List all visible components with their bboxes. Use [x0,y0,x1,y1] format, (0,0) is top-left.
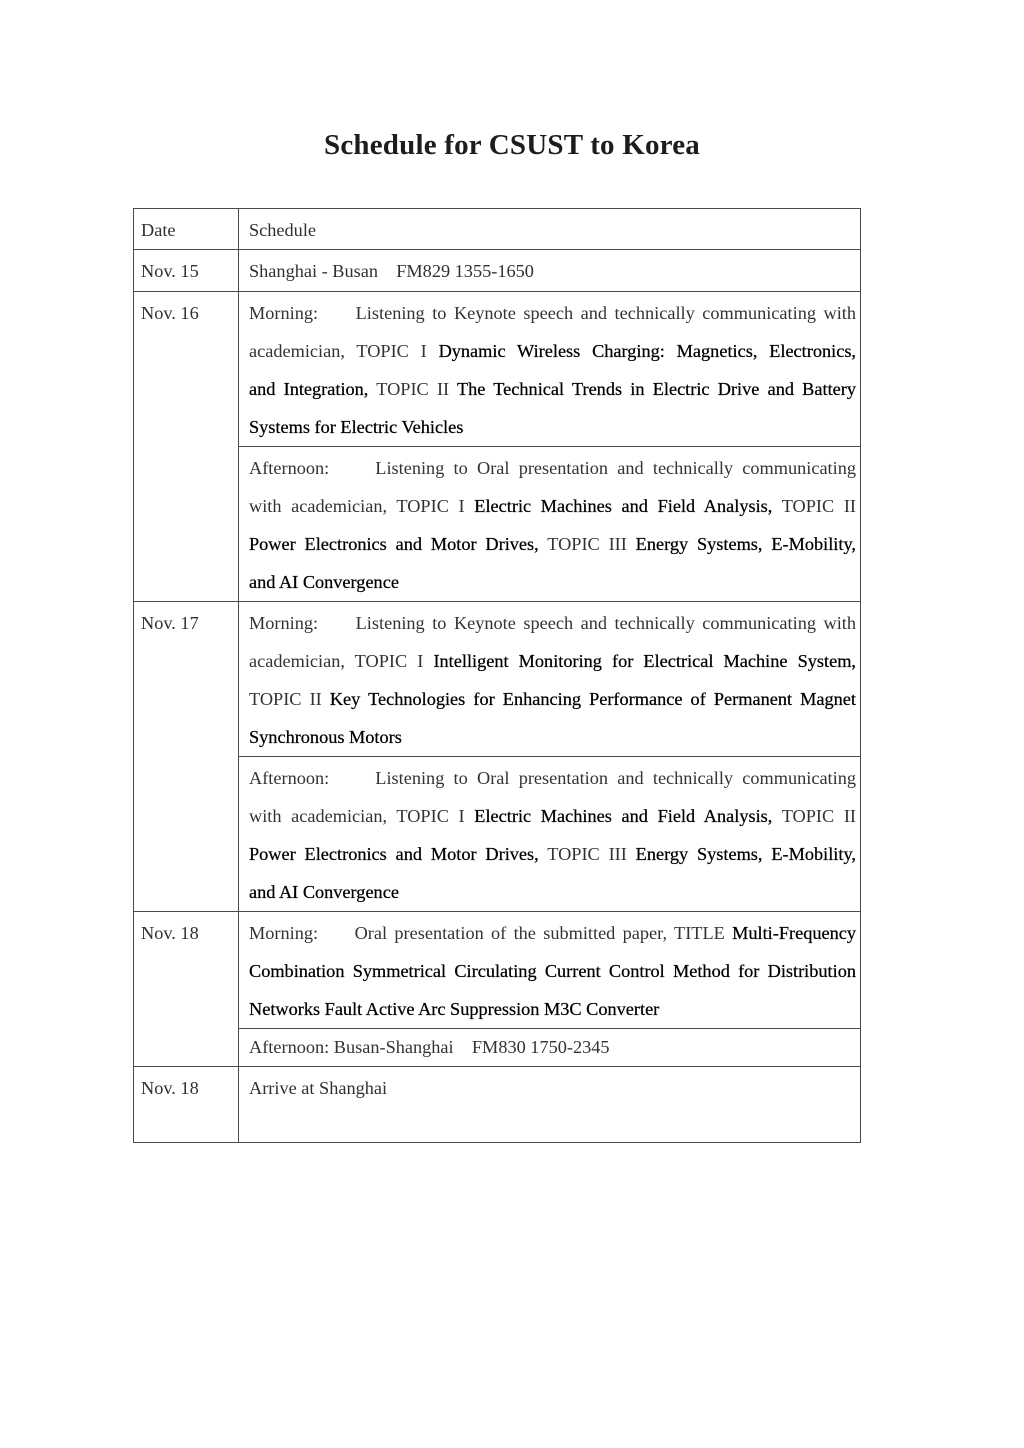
schedule-text-line [249,332,856,370]
table-row-nov17-afternoon [134,757,861,912]
schedule-cell-nov17-morning [239,602,861,757]
text-segment: Power Electronics and Motor Drives, [249,534,548,554]
schedule-cell-nov17-afternoon [239,757,861,912]
text-segment: Dynamic Wireless Charging: Magnetics, Electronics, [438,341,857,361]
text-segment: Intelligent Monitoring for Electrical Machine System, [433,651,857,671]
text-segment: Combination Symmetrical Circulating Current Control Method for Distribution [249,961,856,981]
schedule-text-line [249,680,856,718]
text-segment: TOPIC II [781,496,857,516]
text-segment: Afternoon: Busan-Shanghai FM830 1750-2345 [249,1037,610,1057]
schedule-text-line [249,835,856,873]
header-cell-schedule: Schedule [239,209,861,250]
text-segment: Afternoon: Listening to Oral presentation and technically communicating [249,768,856,788]
table-row-nov16-afternoon [134,447,861,602]
date-cell-nov18: Nov. 18 [134,912,239,1067]
schedule-text-line [249,487,856,525]
schedule-table [133,208,861,1143]
text-segment: Afternoon: Listening to Oral presentation and technically communicating [249,458,856,478]
text-segment: Energy Systems, E-Mobility, [635,534,856,554]
schedule-text-line [249,914,856,952]
schedule-text-line [249,718,856,756]
schedule-text-line [249,525,856,563]
schedule-text-line [249,449,856,487]
table-row-nov17-morning [134,602,861,757]
text-segment: Electric Machines and Field Analysis, [474,806,782,826]
schedule-text-line [249,990,856,1028]
text-segment: Power Electronics and Motor Drives, [249,844,548,864]
text-segment: Morning: Listening to Keynote speech and technically communicating with [249,613,856,633]
text-segment: Morning: Oral presentation of the submitted paper, TITLE [249,923,733,943]
schedule-cell-nov16-morning [239,292,861,447]
text-segment: and AI Convergence [249,882,399,902]
schedule-cell-nov18-flight [239,1029,861,1067]
table-row-nov15 [134,250,861,292]
text-segment: with academician, TOPIC I [249,806,475,826]
date-cell-nov15: Nov. 15 [134,250,239,292]
text-segment: Networks Fault Active Arc Suppression M3C Converter [249,999,660,1019]
text-segment: Synchronous Motors [249,727,402,747]
schedule-text-line [249,952,856,990]
schedule-text-line [249,797,856,835]
schedule-cell-nov15-flight: Shanghai - Busan FM829 1355-1650 [239,250,861,292]
text-segment: Morning: Listening to Keynote speech and technically communicating with [249,303,856,323]
table-header-row [134,209,861,250]
schedule-text-line [249,563,856,601]
text-segment: Multi-Frequency [732,923,856,943]
text-segment: TOPIC III [547,844,636,864]
schedule-text-line [249,759,856,797]
schedule-text-line [249,604,856,642]
document-title: Schedule for CSUST to Korea [324,129,700,161]
schedule-cell-nov18-arrival: Arrive at Shanghai [239,1067,861,1143]
text-segment: with academician, TOPIC I [249,496,475,516]
date-cell-nov17: Nov. 17 [134,602,239,912]
text-segment: and AI Convergence [249,572,399,592]
text-segment: Energy Systems, E-Mobility, [635,844,856,864]
header-cell-date: Date [134,209,239,250]
text-segment: TOPIC II [376,379,457,399]
text-segment: academician, TOPIC I [249,651,434,671]
text-segment: TOPIC II [249,689,330,709]
schedule-text-line [249,642,856,680]
schedule-text-line [249,873,856,911]
schedule-text-line [249,370,856,408]
text-segment: TOPIC II [781,806,857,826]
text-segment: The Technical Trends in Electric Drive and Battery [457,379,856,399]
text-segment: Key Technologies for Enhancing Performance of Permanent Magnet [329,689,856,709]
text-segment: Systems for Electric Vehicles [249,417,464,437]
schedule-text-line [249,294,856,332]
table-row-nov18-afternoon [134,1029,861,1067]
date-cell-nov18-arrival: Nov. 18 [134,1067,239,1143]
text-segment: TOPIC III [547,534,636,554]
text-segment: academician, TOPIC I [249,341,439,361]
schedule-cell-nov18-morning [239,912,861,1029]
table-row-nov18-arrival [134,1067,861,1143]
schedule-cell-nov16-afternoon [239,447,861,602]
date-cell-nov16: Nov. 16 [134,292,239,602]
table-row-nov18-morning [134,912,861,1029]
text-segment: and Integration, [249,379,377,399]
schedule-text-line [249,408,856,446]
text-segment: Electric Machines and Field Analysis, [474,496,782,516]
table-row-nov16-morning [134,292,861,447]
